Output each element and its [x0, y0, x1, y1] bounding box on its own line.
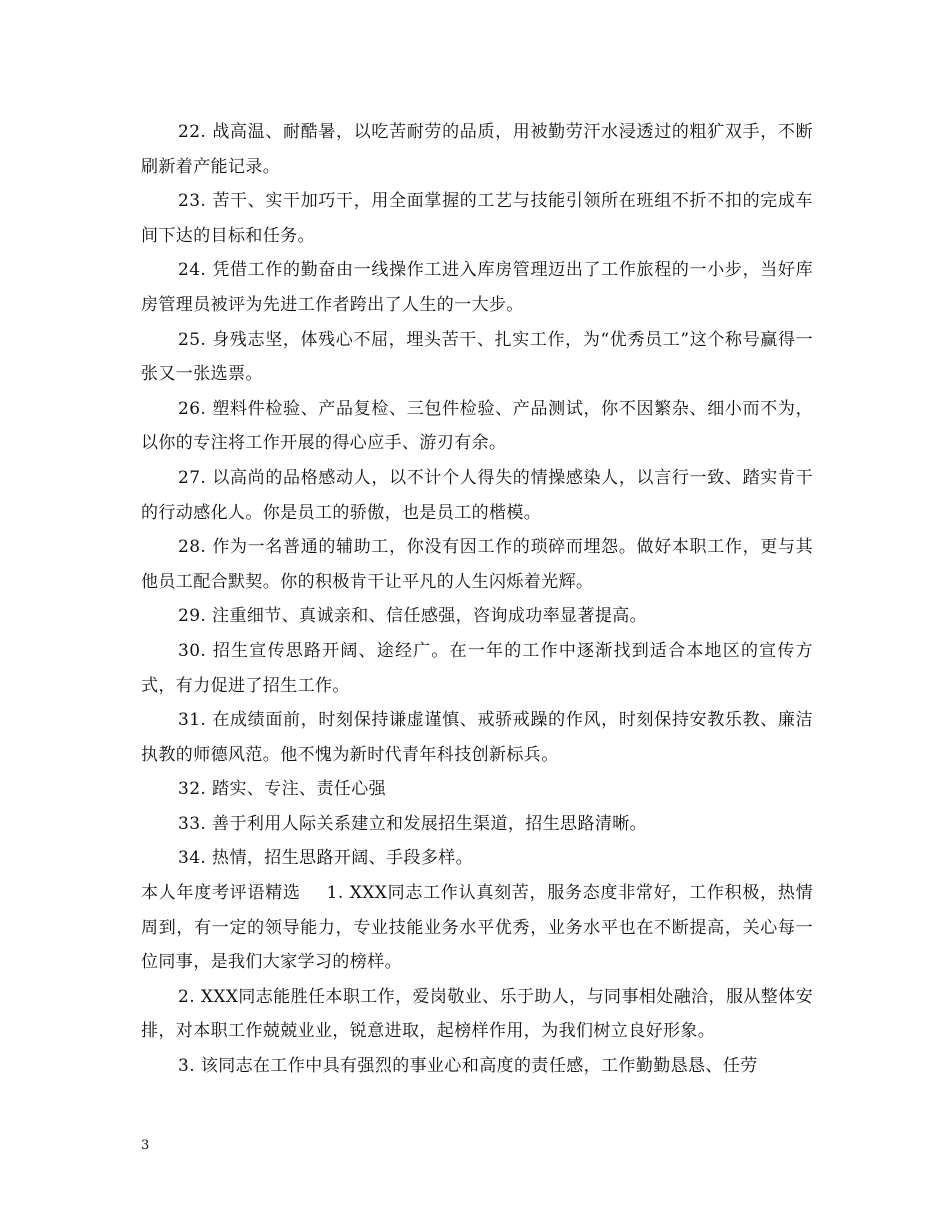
paragraph-30: 30. 招生宣传思路开阔、途经广。在一年的工作中逐渐找到适合本地区的宣传方式，有力促进了招生工作。: [141, 640, 813, 696]
paragraph-22: 22. 战高温、耐酷暑，以吃苦耐劳的品质，用被勤劳汗水浸透过的粗犷双手，不断刷新着产能记录。: [141, 122, 813, 177]
page-number: 3: [141, 1138, 150, 1153]
paragraph-29: 29. 注重细节、真诚亲和、信任感强，咨询成功率显著提高。: [178, 606, 648, 627]
section-item-3: 3. 该同志在工作中具有强烈的事业心和高度的责任感，工作勤勤恳恳、任劳: [178, 1056, 758, 1077]
section-heading: 本人年度考评语精选: [141, 883, 301, 904]
paragraph-32: 32. 踏实、专注、责任心强: [178, 779, 387, 800]
paragraph-33: 33. 善于利用人际关系建立和发展招生渠道，招生思路清晰。: [178, 813, 648, 834]
paragraph-26: 26. 塑料件检验、产品复检、三包件检验、产品测试，你不因繁杂、细小而不为，以你的专注将工作开展的得心应手、游刃有余。: [141, 398, 813, 454]
section-item-2: 2. XXX同志能胜任本职工作，爱岗敬业、乐于助人，与同事相处融洽，服从整体安排，对本职工作兢兢业业，锐意进取，起榜样作用，为我们树立良好形象。: [141, 986, 813, 1042]
paragraph-24: 24. 凭借工作的勤奋由一线操作工进入库房管理迈出了工作旅程的一小步，当好库房管理员被评为先进工作者跨出了人生的一大步。: [141, 260, 813, 315]
paragraph-34: 34. 热情，招生思路开阔、手段多样。: [178, 848, 474, 869]
paragraph-31: 31. 在成绩面前，时刻保持谦虚谨慎、戒骄戒躁的作风，时刻保持安教乐教、廉洁执教的师德风范。他不愧为新时代青年科技创新标兵。: [141, 710, 813, 765]
paragraph-23: 23. 苦干、实干加巧干，用全面掌握的工艺与技能引领所在班组不折不扣的完成车间下达的目标和任务。: [141, 191, 813, 246]
paragraph-27: 27. 以高尚的品格感动人，以不计个人得失的情操感染人，以言行一致、踏实肯干的行动感化人。你是员工的骄傲，也是员工的楷模。: [141, 467, 813, 523]
section-first-item: 1. XXX同志工作认真刻苦，服务态度非常好，工作积极，热情周到，有一定的领导能力，专业技能业务水平优秀，业务水平也在不断提高，关心每一位同事，是我们大家学习的榜样。: [141, 883, 813, 973]
paragraph-28: 28. 作为一名普通的辅助工，你没有因工作的琐碎而埋怨。做好本职工作，更与其他员工配合默契。你的积极肯干让平凡的人生闪烁着光辉。: [141, 537, 813, 592]
paragraph-25: 25. 身残志坚，体残心不屈，埋头苦干、扎实工作，为“优秀员工”这个称号赢得一张又一张选票。: [141, 329, 813, 385]
document-body: [141, 115, 813, 1084]
section-intro-paragraph: [141, 876, 813, 980]
